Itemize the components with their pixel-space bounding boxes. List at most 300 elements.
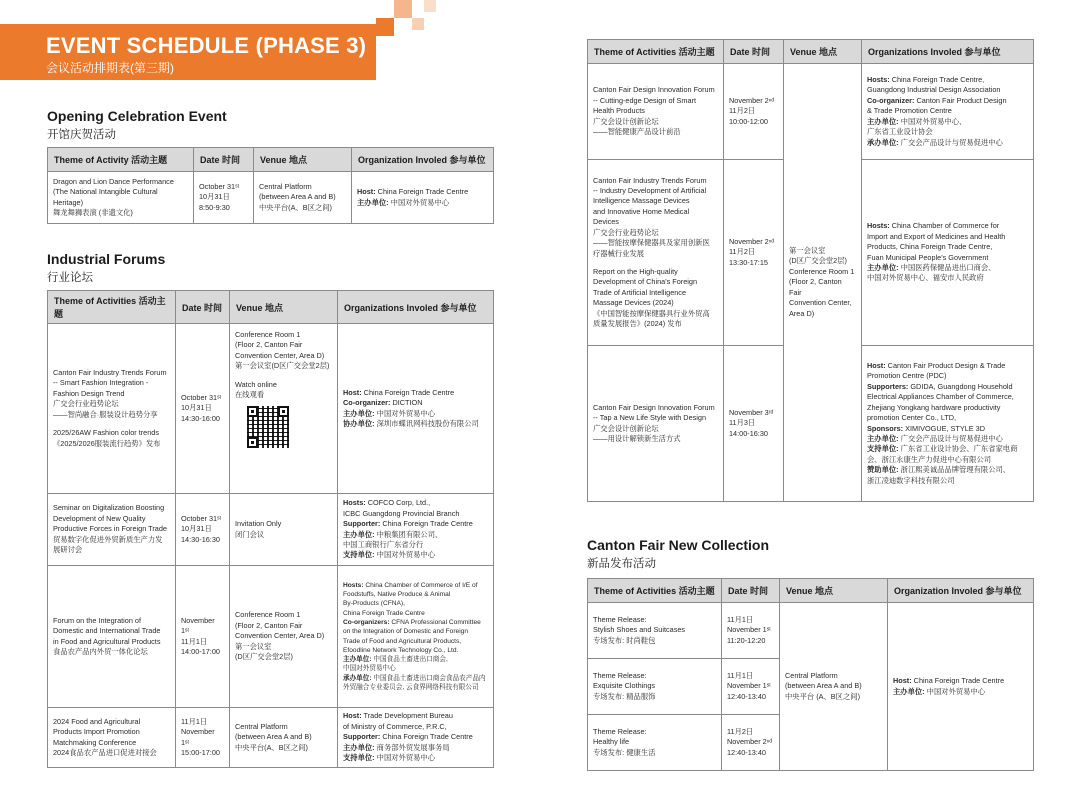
org-name: China Foreign Trade Centre [380, 519, 473, 529]
org-role: 支持单位: [867, 444, 899, 454]
org-name: ICBC Guangdong Provincial Branch [343, 508, 460, 518]
org-name: Fuan Municipal People's Government [867, 252, 989, 262]
cell-line: 11月2日 [729, 247, 756, 257]
col-header: Date 时间 [194, 148, 254, 172]
theme-cell [48, 566, 176, 708]
org-role: Supporter: [343, 519, 381, 529]
cell-line: October 31ˢᵗ [181, 392, 222, 402]
cell-line: ——智能健康产品设计前沿 [593, 127, 681, 137]
org-line [343, 683, 488, 692]
org-cell [862, 160, 1034, 346]
col-header: Date 时间 [722, 579, 780, 603]
org-role: Hosts: [343, 581, 364, 589]
org-role: 赞助单位: [867, 465, 899, 475]
org-name: CFNA Professional Committee [389, 618, 481, 626]
cell-line: Productive Forces in Foreign Trade [53, 524, 167, 534]
org-name: XIMIVOGUE, STYLE 3D [903, 423, 986, 433]
org-name: China Foreign Trade Centre [911, 676, 1005, 686]
cell-line: 在线观看 [235, 390, 265, 400]
cell-line [593, 259, 718, 267]
cell-line: Massage Devices (2024) [593, 298, 674, 308]
theme-cell [48, 172, 194, 224]
theme-cell [588, 715, 722, 771]
org-line [343, 599, 488, 608]
org-name: 中国对外贸易中心 [388, 197, 450, 207]
venue-cell [784, 64, 862, 502]
cell-line: (between Area A and B) [235, 732, 312, 742]
org-line [343, 388, 488, 398]
cell-line: 中央平台(A、B区之间) [235, 742, 308, 752]
cell-line: 专场发布: 精品服饰 [593, 691, 656, 701]
org-name: 中国对外贸易中心 [374, 408, 436, 418]
cell-line: November 2ⁿᵈ [727, 737, 773, 747]
cell-line: (Floor 2, Canton Fair [789, 277, 842, 297]
cell-line: and Innovative Home Medical [593, 206, 690, 216]
cell-line: 11月3日 [729, 418, 756, 428]
cell-line: 14:00-17:00 [181, 646, 220, 656]
cell-line: Heritage) [53, 197, 84, 207]
cell-line: 8:50-9:30 [199, 202, 230, 212]
org-role: 承办单位: [867, 137, 899, 147]
cell-line: 食品农产品内外贸一体化论坛 [53, 646, 148, 656]
decor-square [394, 0, 412, 18]
org-line [867, 382, 1028, 392]
date-cell [724, 64, 784, 160]
cell-line: Theme Release: [593, 614, 647, 624]
org-role: 协办单位: [343, 418, 375, 428]
cell-line: Fashion Design Trend [53, 388, 125, 398]
table-row [48, 172, 494, 224]
cell-line: November 1ˢᵗ [181, 615, 215, 636]
col-header: Theme of Activities 活动主题 [588, 579, 722, 603]
org-name: China Foreign Trade Centre [361, 387, 455, 397]
cell-line: Conference Room 1 [235, 610, 301, 620]
col-header: Organizations Involed 参与单位 [338, 291, 494, 324]
org-line [867, 85, 1028, 95]
cell-line: ——用设计解锁新生活方式 [593, 433, 681, 443]
org-name: By-Products (CFNA), [343, 600, 405, 608]
org-name: 中粮集团有限公司、 [374, 529, 443, 539]
cell-line: Canton Fair Design Innovation Forum [593, 402, 715, 412]
org-line [867, 392, 1028, 402]
org-name: & Trade Promotion Centre [867, 106, 952, 116]
org-line [867, 75, 1028, 85]
org-role: Co-organizer: [867, 95, 915, 105]
cell-line: 《中国智能按摩保健器具行业外贸高 [593, 308, 710, 318]
cell-line: (Floor 2, Canton Fair [235, 620, 303, 630]
org-line [867, 403, 1028, 413]
org-line [867, 434, 1028, 444]
org-line [867, 424, 1028, 434]
date-cell [722, 715, 780, 771]
org-name: 浙江熙美诚品品牌管理有限公司、 [898, 465, 1011, 475]
cell-line: Convention Center, Area D) [235, 631, 325, 641]
cell-line: -- Cutting-edge Design of Smart [593, 95, 697, 105]
org-line [343, 646, 488, 655]
theme-cell [588, 160, 724, 346]
cell-line: November 1ˢᵗ [727, 625, 771, 635]
org-line [343, 609, 488, 618]
cell-line: Devices [593, 217, 619, 227]
org-line [343, 732, 488, 742]
cell-line: November 1ˢᵗ [727, 681, 771, 691]
col-header: Venue 地点 [784, 40, 862, 64]
org-name: Foodstuffs, Native Produce & Animal [343, 591, 451, 599]
cell-line: Trade of Artificial Intelligence [593, 287, 687, 297]
org-name: 中国对外贸易中心 [374, 550, 436, 560]
col-header: Theme of Activities 活动主题 [48, 291, 176, 324]
col-header: Venue 地点 [780, 579, 888, 603]
org-line [343, 590, 488, 599]
org-role: Supporters: [867, 381, 909, 391]
cell-line: 10月31日 [199, 192, 230, 202]
org-line [867, 106, 1028, 116]
date-cell [724, 346, 784, 502]
org-name: China Chamber of Commerce of I/E of [363, 581, 478, 589]
org-name: Trade of Food and Agricultural Products, [343, 637, 462, 645]
org-name: Efoodline Network Technology Co., Ltd. [343, 646, 459, 654]
date-cell [722, 603, 780, 659]
org-cell [338, 324, 494, 494]
cell-line: 12:40-13:40 [727, 747, 766, 757]
org-line [343, 711, 488, 721]
org-role: 支持单位: [343, 550, 375, 560]
cell-line [53, 420, 170, 428]
cell-line: 广交会行业趋势论坛 [53, 399, 119, 409]
org-line [343, 509, 488, 519]
org-name: 中国对外贸易中心 [924, 686, 986, 696]
org-name: 深圳市蝶讯网科技股份有限公司 [374, 418, 479, 428]
cell-line: 疗器械行业发展 [593, 248, 645, 258]
org-line [867, 476, 1028, 486]
cell-line: 11月1日 [181, 636, 208, 646]
org-role: 主办单位: [867, 116, 899, 126]
org-name: China Foreign Trade Centre [375, 187, 469, 197]
cell-line: (between Area A and B) [259, 192, 336, 202]
date-cell [176, 708, 230, 768]
org-role: Sponsors: [867, 423, 904, 433]
org-name: Import and Export of Medicines and Health [867, 231, 1006, 241]
org-cell [862, 346, 1034, 502]
org-name: 中国对外贸易中心 [343, 665, 396, 673]
org-name: China Foreign Trade Centre, [889, 75, 985, 85]
col-header: Organization Involed 参与单位 [888, 579, 1034, 603]
cell-line: Canton Fair Industry Trends Forum [593, 175, 707, 185]
org-role: Host: [893, 676, 912, 686]
cell-line: Convention Center, [789, 298, 852, 308]
cell-line: Conference Room 1 [789, 266, 855, 276]
date-cell [722, 659, 780, 715]
cell-line: Stylish Shoes and Suitcases [593, 625, 686, 635]
org-role: 主办单位: [357, 197, 389, 207]
org-name: Canton Fair Product Design & Trade [885, 361, 1006, 371]
cell-line: 舞龙舞狮表演 (非遗文化) [53, 207, 133, 217]
col-header: Date 时间 [724, 40, 784, 64]
date-cell [724, 160, 784, 346]
decor-square [424, 0, 436, 12]
cell-line: Central Platform [259, 181, 312, 191]
theme-cell [588, 659, 722, 715]
org-role: Host: [357, 187, 376, 197]
cell-line: Canton Fair Design Innovation Forum [593, 85, 715, 95]
org-name: Guangdong Industrial Design Association [867, 85, 1001, 95]
org-line [867, 253, 1028, 263]
cell-line: 展研讨会 [53, 545, 83, 555]
org-line [343, 409, 488, 419]
cell-line: Central Platform [235, 721, 288, 731]
cell-line: 11月1日 [181, 716, 208, 726]
col-header: Organizations Involed 参与单位 [862, 40, 1034, 64]
table-row [48, 324, 494, 494]
qr-code-icon[interactable] [247, 406, 289, 448]
org-name: Electrical Appliances Chamber of Commerce, [867, 392, 1014, 402]
org-line [343, 398, 488, 408]
theme-cell [588, 603, 722, 659]
org-role: Co-organizers: [343, 618, 390, 626]
cell-line: Theme Release: [593, 726, 647, 736]
org-role: Hosts: [343, 498, 366, 508]
cell-line: Report on the High-quality [593, 266, 678, 276]
forums-table [47, 290, 494, 768]
theme-cell [48, 494, 176, 566]
cell-line: 广交会设计创新论坛 [593, 423, 659, 433]
date-cell [176, 494, 230, 566]
table-row [48, 708, 494, 768]
org-line [343, 530, 488, 540]
venue-cell [230, 708, 338, 768]
cell-line: 11月2日 [729, 106, 756, 116]
org-name: China Foreign Trade Centre [343, 609, 425, 617]
venue-text [235, 330, 332, 400]
cell-line: 第一会议室 [235, 641, 272, 651]
cell-line: 中央平台(A、B区之间) [259, 202, 332, 212]
cell-line: 贸易数字化促进外贸新质生产力发 [53, 534, 163, 544]
collection-subtitle: 新品发布活动 [587, 558, 656, 570]
org-line [867, 465, 1028, 475]
cell-line: 11月1日 [727, 670, 754, 680]
forums-title: Industrial Forums [47, 251, 166, 267]
cell-line: Matchmaking Conference [53, 737, 137, 747]
cell-line: ——智尚融合·服装设计趋势分享 [53, 409, 158, 419]
org-role: 主办单位: [343, 742, 375, 752]
org-line [343, 419, 488, 429]
cell-line: 2024食品农产品进口促进对接会 [53, 747, 157, 757]
cell-line: Watch online [235, 379, 277, 389]
org-name: 商务部外贸发展事务局 [374, 742, 450, 752]
cell-line: ——智能按摩保健器具及家用创新医 [593, 238, 710, 248]
date-cell [194, 172, 254, 224]
org-line [893, 676, 1028, 686]
org-name: COFCO Corp, Ltd., [365, 498, 431, 508]
org-name: 中国对外贸易中心、福安市人民政府 [867, 273, 984, 283]
cell-line: -- Smart Fashion Integration - [53, 378, 149, 388]
cell-line: Development of China's Foreign [593, 277, 698, 287]
cell-line: 闭门会议 [235, 529, 265, 539]
cell-line: 《2025/2026服装流行趋势》发布 [53, 438, 161, 448]
org-name: Canton Fair Product Design [914, 95, 1007, 105]
cell-line: 13:30-17:15 [729, 257, 768, 267]
cell-line: November 2ⁿᵈ [729, 95, 775, 105]
cell-line: -- Industry Development of Artificial [593, 186, 707, 196]
cell-line: Central Platform [785, 670, 838, 680]
org-role: 主办单位: [893, 686, 925, 696]
cell-line: 11月1日 [727, 614, 754, 624]
date-cell [176, 566, 230, 708]
org-name: Products, China Foreign Trade Centre, [867, 242, 993, 252]
org-role: 主办单位: [867, 262, 899, 272]
cell-line: (D区广交会堂2层) [235, 652, 293, 662]
org-line [343, 519, 488, 529]
org-role: Host: [343, 387, 362, 397]
org-line [343, 722, 488, 732]
cell-line: 中央平台 (A、B区之间) [785, 691, 860, 701]
col-header: Venue 地点 [254, 148, 352, 172]
theme-cell [588, 346, 724, 502]
cell-line: (between Area A and B) [785, 681, 862, 691]
org-name: Promotion Centre (PDC) [867, 371, 947, 381]
org-line [867, 242, 1028, 252]
cell-line: 14:30-16:00 [181, 413, 220, 423]
cell-line: Domestic and International Trade [53, 626, 161, 636]
page-subtitle: 会议活动排期表(第三期) [46, 61, 174, 75]
cell-line: Convention Center, Area D) [235, 350, 325, 360]
cell-line: (The National Intangible Cultural [53, 187, 158, 197]
org-line [343, 743, 488, 753]
cell-line: October 31ˢᵗ [199, 181, 240, 191]
org-line [867, 263, 1028, 273]
org-line [893, 687, 1028, 697]
cell-line: 14:00-16:30 [729, 428, 768, 438]
org-line [867, 96, 1028, 106]
cell-line: Seminar on Digitalization Boosting [53, 503, 165, 513]
org-line [867, 232, 1028, 242]
org-line [357, 187, 488, 197]
decor-square [412, 18, 424, 30]
cell-line: 11月2日 [727, 726, 754, 736]
cell-line: Exquisite Clothings [593, 681, 656, 691]
opening-subtitle: 开馆庆贺活动 [47, 129, 116, 141]
venue-cell [230, 494, 338, 566]
org-role: 主办单位: [867, 433, 899, 443]
cell-line: 10月31日 [181, 403, 212, 413]
opening-table [47, 147, 494, 224]
venue-cell [254, 172, 352, 224]
cell-line: 第一会议室(D区广交会堂2层) [235, 361, 330, 371]
cell-line [235, 372, 332, 380]
venue-cell [230, 324, 338, 494]
cell-line: 专场发布: 时尚鞋包 [593, 635, 656, 645]
collection-table [587, 578, 1034, 771]
col-header: Theme of Activity 活动主题 [48, 148, 194, 172]
cell-line: Intelligence Massage Devices [593, 196, 690, 206]
org-name: 广交会产品设计与贸易促进中心 [898, 433, 1003, 443]
org-name: 广东省工业设计协会、广东省家电商 [898, 444, 1018, 454]
design-forums-table [587, 39, 1034, 502]
venue-cell [780, 603, 888, 771]
org-name: GDIDA, Guangdong Household [908, 381, 1013, 391]
org-cell [862, 64, 1034, 160]
org-name: 中国食品土畜进出口商会, [371, 656, 448, 664]
col-header: Organization Involed 参与单位 [352, 148, 494, 172]
org-line [343, 655, 488, 664]
cell-line: 2024 Food and Agricultural [53, 716, 141, 726]
cell-line: Dragon and Lion Dance Performance [53, 176, 174, 186]
page-title: EVENT SCHEDULE (PHASE 3) [46, 33, 367, 58]
cell-line: October 31ˢᵗ [181, 513, 222, 523]
org-role: 主办单位: [343, 408, 375, 418]
org-line [343, 498, 488, 508]
org-name: 中国医药保健品进出口商会、 [898, 262, 996, 272]
org-line [357, 198, 488, 208]
org-role: Host: [867, 361, 886, 371]
org-line [867, 117, 1028, 127]
cell-line: 广交会行业趋势论坛 [593, 227, 659, 237]
table-row [588, 603, 1034, 659]
org-line [343, 664, 488, 673]
cell-line: 15:00-17:00 [181, 747, 220, 757]
decor-square [376, 18, 394, 36]
org-role: 主办单位: [343, 656, 372, 664]
org-name: 外贸融合专业委员会, 云食界网络科技有限公司 [343, 683, 479, 691]
org-line [343, 540, 488, 550]
cell-line: November 2ⁿᵈ [729, 236, 775, 246]
cell-line: 12:40-13:40 [727, 691, 766, 701]
cell-line: in Food and Agricultural Products [53, 636, 161, 646]
cell-line: 专场发布: 健康生活 [593, 747, 656, 757]
org-line [867, 371, 1028, 381]
org-name: 广交会产品设计与贸易促进中心 [898, 137, 1003, 147]
org-line [343, 550, 488, 560]
org-line [867, 455, 1028, 465]
venue-cell [230, 566, 338, 708]
col-header: Venue 地点 [230, 291, 338, 324]
cell-line: Forum on the Integration of [53, 615, 142, 625]
col-header: Theme of Activities 活动主题 [588, 40, 724, 64]
cell-line: Conference Room 1 [235, 330, 301, 339]
org-name: promotion Center Co., LTD, [867, 413, 957, 423]
table-row [48, 494, 494, 566]
org-cell [338, 566, 494, 708]
org-name: on the Integration of Domestic and Foreign [343, 628, 468, 636]
org-name: 中国工商银行广东省分行 [343, 539, 424, 549]
table-row [48, 566, 494, 708]
org-line [867, 413, 1028, 423]
org-line [343, 627, 488, 636]
forums-subtitle: 行业论坛 [47, 272, 93, 284]
cell-line: Invitation Only [235, 519, 282, 529]
cell-line: Products Import Promotion [53, 727, 140, 737]
org-role: 支持单位: [343, 753, 375, 763]
org-name: China Foreign Trade Centre [380, 732, 473, 742]
org-role: 主办单位: [343, 529, 375, 539]
org-name: 浙江凌迪数字科技有限公司 [867, 475, 955, 485]
org-cell [888, 603, 1034, 771]
org-role: Co-organizer: [343, 398, 391, 408]
org-role: Supporter: [343, 732, 381, 742]
cell-line: (Floor 2, Canton Fair [235, 340, 303, 350]
opening-title: Opening Celebration Event [47, 108, 227, 124]
org-name: 中国对外贸易中心、 [898, 116, 967, 126]
org-name: DICTION [390, 398, 423, 408]
collection-title: Canton Fair New Collection [587, 537, 770, 553]
cell-line: November 3ʳᵈ [729, 407, 774, 417]
org-line [867, 444, 1028, 454]
org-line [867, 273, 1028, 283]
org-name: of Ministry of Commerce, P.R.C, [343, 721, 447, 731]
org-name: Trade Development Bureau [361, 711, 453, 721]
theme-cell [588, 64, 724, 160]
cell-line: 10月31日 [181, 524, 212, 534]
